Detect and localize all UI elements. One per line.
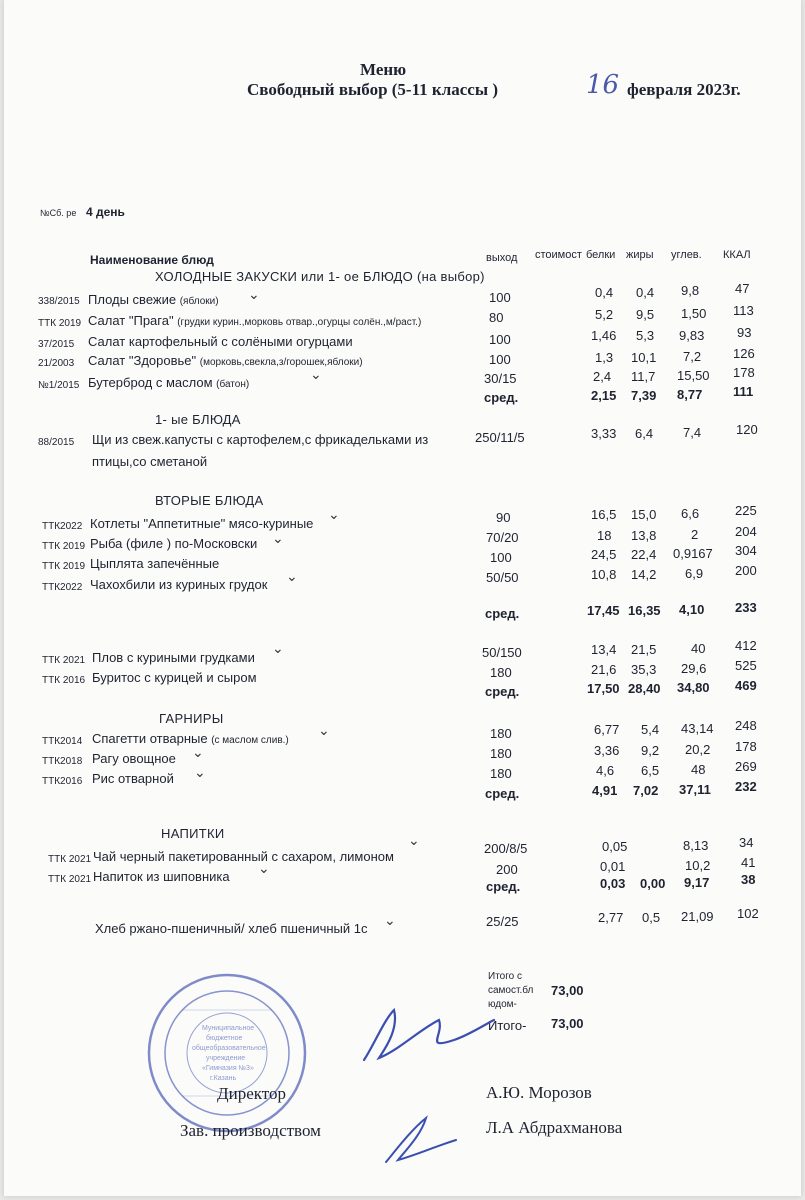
row-name: Рис отварной [92, 771, 174, 786]
row-name: Буритос с курицей и сыром [92, 670, 257, 685]
row-kcal: 269 [735, 759, 757, 774]
avg-fat: 0,00 [640, 876, 666, 891]
row-protein: 24,5 [591, 547, 617, 562]
row-yield: 180 [490, 746, 512, 761]
svg-text:Муниципальное: Муниципальное [202, 1025, 255, 1032]
row-fat: 5,3 [636, 328, 655, 343]
svg-text:учреждение: учреждение [206, 1055, 246, 1062]
row-protein: 18 [597, 528, 612, 543]
col-name-header: Наименование блюд [90, 253, 214, 267]
row-name: Бутерброд с маслом (батон) [88, 375, 250, 390]
avg-fat: 16,35 [628, 603, 661, 618]
row-yield: 200/8/5 [484, 841, 528, 856]
row-fat: 22,4 [631, 547, 657, 562]
row-kcal: 178 [733, 365, 755, 380]
row-protein: 5,2 [595, 307, 614, 322]
row-fat: 6,4 [635, 426, 654, 441]
recipe-number-label: №Сб. ре [40, 208, 77, 218]
row-code: ТТК 2021 [48, 874, 92, 885]
row-name-cont: птицы,со сметаной [92, 454, 208, 469]
row-kcal: 248 [735, 718, 757, 733]
avg-kcal: 38 [741, 872, 756, 887]
row-yield: 90 [496, 510, 511, 525]
total-label: Итого- [488, 1018, 527, 1033]
row-fat: 6,5 [641, 763, 660, 778]
row-fat: 13,8 [631, 528, 657, 543]
total-label-line: Итого с [488, 971, 522, 982]
row-kcal: 412 [735, 638, 757, 653]
svg-text:«Гимназия №3»: «Гимназия №3» [202, 1065, 254, 1072]
avg-carbs: 8,77 [677, 387, 703, 402]
row-code: ТТК 2019 [42, 561, 86, 572]
section-drinks: НАПИТКИ [161, 826, 225, 841]
row-code: ТТК 2019 [38, 318, 82, 329]
row-code: ТТК 2021 [42, 655, 86, 666]
row-fat: 11,7 [631, 369, 656, 384]
svg-text:бюджетное: бюджетное [206, 1035, 243, 1042]
row-code: №1/2015 [38, 380, 80, 391]
col-kcal-header: ККАЛ [723, 249, 751, 261]
row-name: Салат картофельный с солёными огурцами [88, 334, 353, 349]
row-yield: 100 [489, 352, 511, 367]
row-code: ТТК2022 [42, 582, 83, 593]
row-carbs: 9,83 [679, 328, 705, 343]
row-yield: 250/11/5 [475, 430, 525, 445]
school-stamp [142, 968, 312, 1138]
row-fat: 5,4 [641, 722, 660, 737]
avg-carbs: 37,11 [679, 782, 711, 797]
avg-label: сред. [485, 786, 520, 801]
manager-role: Зав. производством [180, 1121, 321, 1140]
director-role: Директор [217, 1084, 286, 1103]
row-kcal: 304 [735, 543, 757, 558]
row-kcal: 200 [735, 563, 757, 578]
row-code: ТТК 2021 [48, 854, 92, 865]
row-carbs: 40 [691, 641, 706, 656]
svg-text:общеобразовательное: общеобразовательное [192, 1045, 266, 1052]
row-code: ТТК2014 [42, 736, 83, 747]
check-mark: ⌄ [258, 860, 270, 876]
row-carbs: 8,13 [683, 838, 709, 853]
row-code: ТТК2022 [42, 521, 83, 532]
menu-subtitle: Свободный выбор (5-11 классы ) [247, 80, 499, 99]
row-name: Спагетти отварные (с маслом слив.) [92, 731, 289, 746]
row-protein: 2,77 [598, 910, 624, 925]
row-name: Чай черный пакетированный с сахаром, лимоном [93, 849, 394, 864]
row-fat: 10,1 [631, 350, 657, 365]
row-protein: 6,77 [594, 722, 620, 737]
row-yield: 50/150 [482, 645, 522, 660]
avg-kcal: 111 [733, 384, 754, 399]
row-code: 21/2003 [38, 358, 75, 369]
avg-fat: 28,40 [628, 681, 661, 696]
row-kcal: 34 [739, 835, 754, 850]
row-kcal: 178 [735, 739, 757, 754]
row-name: Хлеб ржано-пшеничный/ хлеб пшеничный 1с [95, 921, 368, 936]
row-yield: 100 [489, 332, 511, 347]
check-mark: ⌄ [272, 640, 284, 656]
menu-title: Меню [360, 60, 407, 79]
row-carbs: 15,50 [677, 368, 710, 383]
row-protein: 3,36 [594, 743, 620, 758]
director-name: А.Ю. Морозов [486, 1083, 592, 1102]
row-carbs: 20,2 [685, 742, 711, 757]
row-fat: 21,5 [631, 642, 657, 657]
row-protein: 16,5 [591, 507, 617, 522]
section-second: ВТОРЫЕ БЛЮДА [155, 493, 264, 508]
col-carbs-header: углев. [671, 249, 702, 261]
row-yield: 100 [489, 290, 511, 305]
row-name: Плов с куриными грудками [92, 650, 255, 665]
row-code: ТТК2016 [42, 776, 83, 787]
row-carbs: 1,50 [681, 306, 707, 321]
row-kcal: 126 [733, 346, 755, 361]
row-yield: 200 [496, 862, 518, 877]
row-protein: 0,01 [600, 859, 626, 874]
avg-protein: 0,03 [600, 876, 626, 891]
row-fat: 9,5 [636, 307, 655, 322]
row-yield: 50/50 [486, 570, 519, 585]
row-name: Рыба (филе ) по-Московски [90, 536, 258, 551]
total-value: 73,00 [551, 1016, 584, 1031]
row-kcal: 102 [737, 906, 759, 921]
row-name: Котлеты "Аппетитные" мясо-куриные [90, 516, 314, 531]
avg-protein: 17,45 [587, 603, 620, 618]
row-name: Рагу овощное [92, 751, 176, 766]
row-protein: 1,3 [595, 350, 614, 365]
row-fat: 0,4 [636, 285, 655, 300]
row-fat: 35,3 [631, 662, 657, 677]
row-code: ТТК 2016 [42, 675, 86, 686]
row-name: Салат "Здоровье" (морковь,свекла,з/горошек,яблоки) [88, 353, 363, 368]
manager-name: Л.А Абдрахманова [486, 1118, 623, 1137]
row-yield: 70/20 [486, 530, 519, 545]
check-mark: ⌄ [310, 366, 322, 382]
check-mark: ⌄ [192, 744, 204, 760]
row-kcal: 120 [736, 422, 758, 437]
avg-kcal: 232 [735, 779, 757, 794]
row-protein: 0,4 [595, 285, 614, 300]
row-protein: 10,8 [591, 567, 617, 582]
svg-text:г.Казань: г.Казань [210, 1075, 237, 1082]
row-yield: 25/25 [486, 914, 519, 929]
avg-carbs: 9,17 [684, 875, 710, 890]
row-carbs: 0,9167 [673, 546, 713, 561]
avg-label: сред. [485, 684, 520, 699]
row-protein: 4,6 [596, 763, 615, 778]
row-carbs: 7,2 [683, 349, 702, 364]
row-kcal: 204 [735, 524, 757, 539]
row-fat: 15,0 [631, 507, 657, 522]
avg-kcal: 233 [735, 600, 757, 615]
row-fat: 0,5 [642, 910, 661, 925]
row-protein: 2,4 [593, 369, 612, 384]
check-mark: ⌄ [194, 764, 206, 780]
avg-protein: 17,50 [587, 681, 620, 696]
avg-label: сред. [484, 390, 519, 405]
row-carbs: 43,14 [681, 721, 714, 736]
row-yield: 180 [490, 766, 512, 781]
row-fat: 9,2 [641, 743, 660, 758]
section-cold: ХОЛОДНЫЕ ЗАКУСКИ или 1- ое БЛЮДО (на выбор) [155, 269, 485, 284]
row-carbs: 10,2 [685, 858, 711, 873]
col-yield-header: выход [486, 252, 518, 264]
check-mark: ⌄ [384, 912, 396, 928]
row-yield: 30/15 [484, 371, 517, 386]
col-cost-header: стоимост [535, 249, 582, 261]
row-kcal: 93 [737, 325, 752, 340]
row-yield: 100 [490, 550, 512, 565]
row-code: 37/2015 [38, 339, 75, 350]
row-protein: 0,05 [602, 839, 628, 854]
row-name: Плоды свежие (яблоки) [88, 292, 219, 307]
row-code: 88/2015 [38, 437, 75, 448]
row-fat: 14,2 [631, 567, 657, 582]
row-name: Салат "Прага" (грудки курин.,морковь отвар.,огурцы солён.,м/раст.) [88, 313, 422, 328]
row-carbs: 7,4 [683, 425, 702, 440]
row-kcal: 225 [735, 503, 757, 518]
avg-kcal: 469 [735, 678, 757, 693]
row-carbs: 9,8 [681, 283, 700, 298]
row-carbs: 6,6 [681, 506, 700, 521]
row-kcal: 113 [733, 303, 754, 318]
row-protein: 3,33 [591, 426, 617, 441]
avg-protein: 4,91 [592, 783, 618, 798]
menu-sheet [4, 0, 801, 1196]
check-mark: ⌄ [318, 722, 330, 738]
row-code: ТТК 2019 [42, 541, 86, 552]
row-carbs: 6,9 [685, 566, 704, 581]
row-code: ТТК2018 [42, 756, 83, 767]
row-carbs: 2 [691, 527, 699, 542]
row-yield: 80 [489, 310, 504, 325]
total-with-value: 73,00 [551, 983, 584, 998]
row-kcal: 525 [735, 658, 757, 673]
row-carbs: 29,6 [681, 661, 707, 676]
row-yield: 180 [490, 726, 512, 741]
row-yield: 180 [490, 665, 512, 680]
avg-carbs: 34,80 [677, 680, 710, 695]
col-fat-header: жиры [626, 249, 654, 261]
avg-label: сред. [486, 879, 521, 894]
avg-fat: 7,39 [631, 388, 657, 403]
row-name: Цыплята запечённые [90, 556, 220, 571]
row-kcal: 47 [735, 281, 750, 296]
check-mark: ⌄ [248, 286, 260, 302]
row-protein: 13,4 [591, 642, 617, 657]
row-name: Чахохбили из куриных грудок [90, 577, 268, 592]
row-carbs: 21,09 [681, 909, 714, 924]
manager-signature [376, 1110, 466, 1170]
row-protein: 21,6 [591, 662, 617, 677]
row-carbs: 48 [691, 762, 706, 777]
director-signature [344, 990, 504, 1070]
date-month-year: февраля 2023г. [627, 80, 741, 99]
section-garnish: ГАРНИРЫ [159, 711, 224, 726]
avg-label: сред. [485, 606, 520, 621]
row-kcal: 41 [741, 855, 756, 870]
check-mark: ⌄ [286, 568, 298, 584]
avg-protein: 2,15 [591, 388, 617, 403]
row-code: 338/2015 [38, 296, 80, 307]
handwritten-date-day: 16 [586, 70, 620, 100]
row-name: Щи из свеж.капусты с картофелем,с фрикадельками из [92, 432, 429, 447]
avg-carbs: 4,10 [679, 602, 705, 617]
day-label: 4 день [86, 205, 125, 219]
check-mark: ⌄ [328, 506, 340, 522]
row-name: Напиток из шиповника [93, 869, 230, 884]
section-first: 1- ые БЛЮДА [155, 412, 241, 427]
total-label-line: юдом- [488, 999, 517, 1010]
avg-fat: 7,02 [633, 783, 659, 798]
col-protein-header: белки [586, 249, 616, 261]
total-label-line: самост.бл [488, 985, 534, 996]
check-mark: ⌄ [272, 530, 284, 546]
row-protein: 1,46 [591, 328, 617, 343]
check-mark: ⌄ [408, 832, 420, 848]
